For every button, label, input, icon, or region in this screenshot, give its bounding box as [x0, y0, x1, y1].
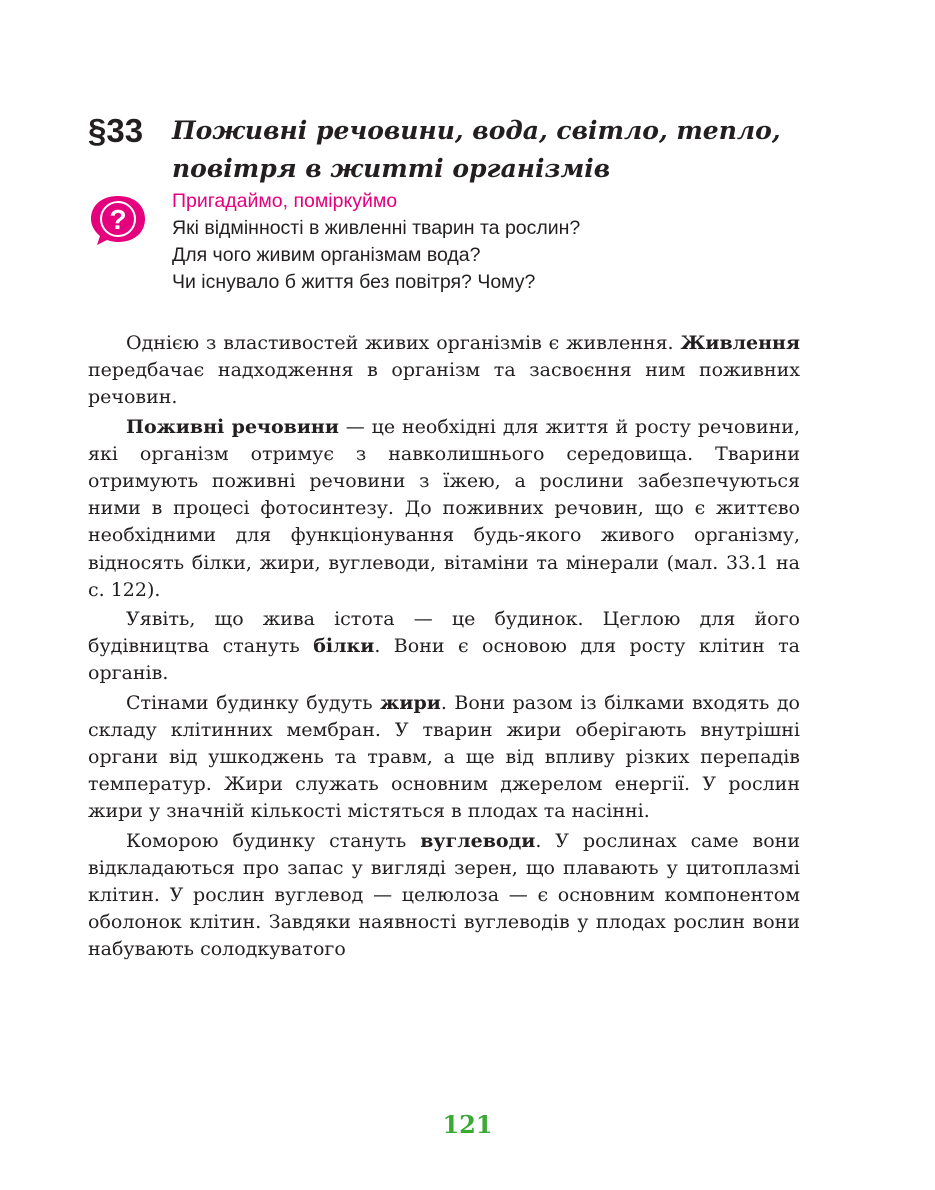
paragraph-3 [88, 606, 800, 688]
svg-text:?: ? [109, 204, 127, 235]
recall-heading: Пригадаймо, поміркуймо [172, 190, 398, 212]
recall-question-2: Для чого живим організмам вода? [172, 244, 481, 266]
term-proteins: білки [313, 635, 375, 658]
section-title-line-2: повітря в житті організмів [172, 154, 611, 183]
text-run: — це необхідні для життя й росту речовини, які організм отримує з навколишнього середовища. Тварини отримують поживні речовини з їжею, а рослини забезпечуються ними в процесі фотосинтезу. До поживних речовин, що є життєво необхідними для функціонування будь-якого живого організму, відносять білки, жири, вуглеводи, вітаміни та мінерали (мал. 33.1 на с. 122). [88, 415, 800, 601]
paragraph-1 [88, 330, 800, 412]
text-run: Коморою будинку стануть [126, 829, 421, 852]
section-title-line-1: Поживні речовини, вода, світло, тепло, [172, 116, 781, 145]
term-nutrition: Живлення [680, 332, 800, 354]
section-title [172, 112, 872, 188]
question-mark-icon [88, 193, 148, 247]
recall-question-3: Чи існувало б життя без повітря? Чому? [172, 271, 536, 293]
recall-question-1: Які відмінності в живленні тварин та рослин? [172, 217, 581, 239]
paragraph-5 [88, 828, 800, 964]
text-run: . У рослинах саме вони відкладаються про запас у вигляді зерен, що плавають у цитоплазмі клітин. У рослин вуглевод — целюлоза — є основним компонентом оболонок клітин. Завдяки наявності вуглеводів у плодах рослин вони набувають солодкуватого [88, 829, 800, 961]
recall-box [172, 188, 872, 296]
section-number: §33 [88, 112, 144, 149]
text-run: Стінами будинку будуть [126, 691, 381, 714]
text-run: Уявіть, що жива істота — це будинок. Цеглою для його будівництва стануть [88, 608, 800, 658]
text-run: Однією з властивостей живих організмів є живлення. [126, 332, 681, 354]
body-text [88, 330, 800, 966]
text-run: передбачає надходження в організм та засвоєння ним поживних речовин. [88, 359, 800, 409]
page-number: 121 [442, 1110, 493, 1139]
paragraph-4 [88, 690, 800, 826]
text-run: . Вони разом із білками входять до складу клітинних мембран. У тварин жири оберігають внутрішні органи від ушкоджень та травм, а ще від впливу різких перепадів температур. Жири служать основним джерелом енергії. У рослин жири у значній кількості містяться в плодах та насінні. [88, 691, 800, 823]
term-nutrients: Поживні речовини [126, 415, 339, 438]
term-fats: жири [380, 691, 441, 714]
paragraph-2 [88, 414, 800, 604]
term-carbohydrates: вуглеводи [420, 829, 536, 852]
text-run: . Вони є основою для росту клітин та органів. [88, 635, 800, 685]
